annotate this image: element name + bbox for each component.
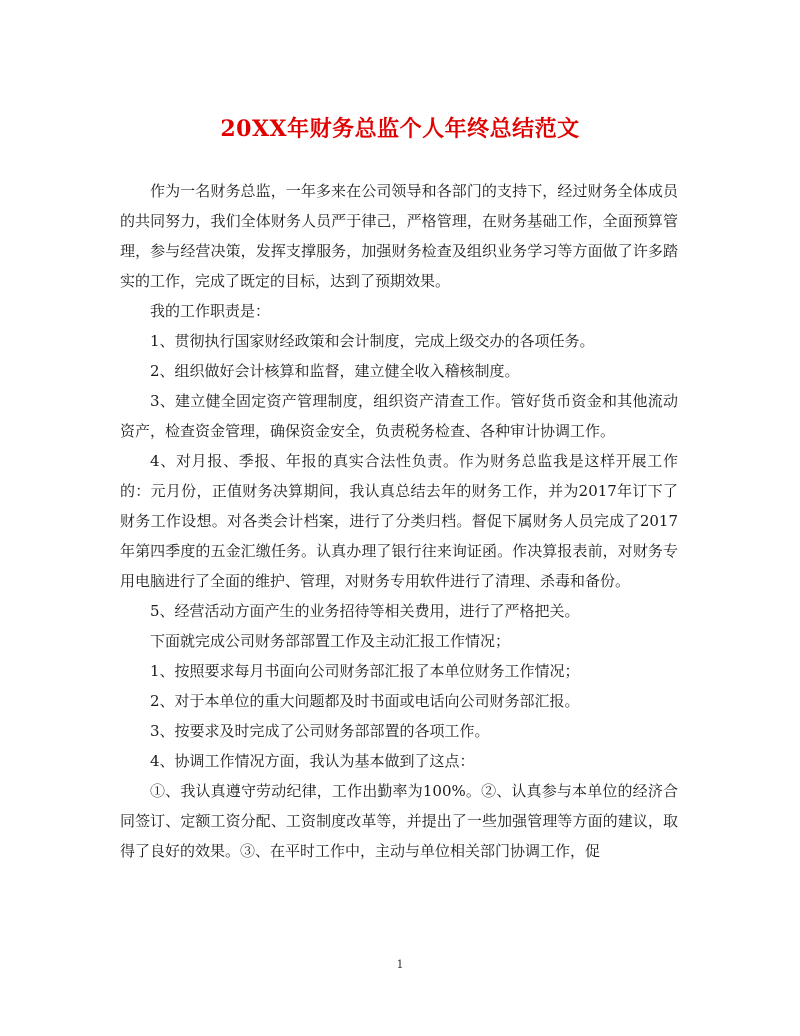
paragraph-report-1: 1、按照要求每月书面向公司财务部汇报了本单位财务工作情况；: [150, 662, 580, 680]
paragraph-coordination: ①、我认真遵守劳动纪律，工作出勤率为100%。②、认真参与本单位的经济合同签订、定额工资分配、工资制度改革等，并提出了一些加强管理等方面的建议，取得了良好的效果。③、在平时工作中，主动与单位相关部门协调工作，促: [120, 782, 678, 860]
document-title: 20XX年财务总监个人年终总结范文: [220, 116, 580, 142]
document-body: [120, 176, 678, 866]
paragraph-duty-1: 1、贯彻执行国家财经政策和会计制度，完成上级交办的各项任务。: [150, 332, 595, 350]
paragraph-report-4: 4、协调工作情况方面，我认为基本做到了这点：: [150, 752, 475, 770]
paragraph-duties-heading: 我的工作职责是：: [150, 302, 271, 320]
page-number: 1: [396, 958, 404, 971]
paragraph-duty-2: 2、组织做好会计核算和监督，建立健全收入稽核制度。: [150, 362, 520, 380]
paragraph-report-heading: 下面就完成公司财务部部置工作及主动汇报工作情况；: [150, 632, 511, 650]
paragraph-report-3: 3、按要求及时完成了公司财务部部置的各项工作。: [150, 722, 490, 740]
paragraph-intro: 作为一名财务总监，一年多来在公司领导和各部门的支持下，经过财务全体成员的共同努力，我们全体财务人员严于律己，严格管理，在财务基础工作，全面预算管理，参与经营决策，发挥支撑服务，加强财务检查及组织业务学习等方面做了许多踏实的工作，完成了既定的目标，达到了预期效果。: [120, 182, 678, 290]
paragraph-duty-3: 3、建立健全固定资产管理制度，组织资产清查工作。管好货币资金和其他流动资产，检查资金管理，确保资金安全，负责税务检查、各种审计协调工作。: [120, 392, 678, 440]
paragraph-duty-5: 5、经营活动方面产生的业务招待等相关费用，进行了严格把关。: [150, 602, 580, 620]
paragraph-report-2: 2、对于本单位的重大问题都及时书面或电话向公司财务部汇报。: [150, 692, 580, 710]
paragraph-duty-4: 4、对月报、季报、年报的真实合法性负责。作为财务总监我是这样开展工作的：元月份，正值财务决算期间，我认真总结去年的财务工作，并为2017年订下了财务工作设想。对各类会计档案，进行了分类归档。督促下属财务人员完成了2017年第四季度的五金汇缴任务。认真办理了银行往来询证函。作决算报表前，对财务专用电脑进行了全面的维护、管理，对财务专用软件进行了清理、杀毒和备份。: [120, 452, 678, 590]
